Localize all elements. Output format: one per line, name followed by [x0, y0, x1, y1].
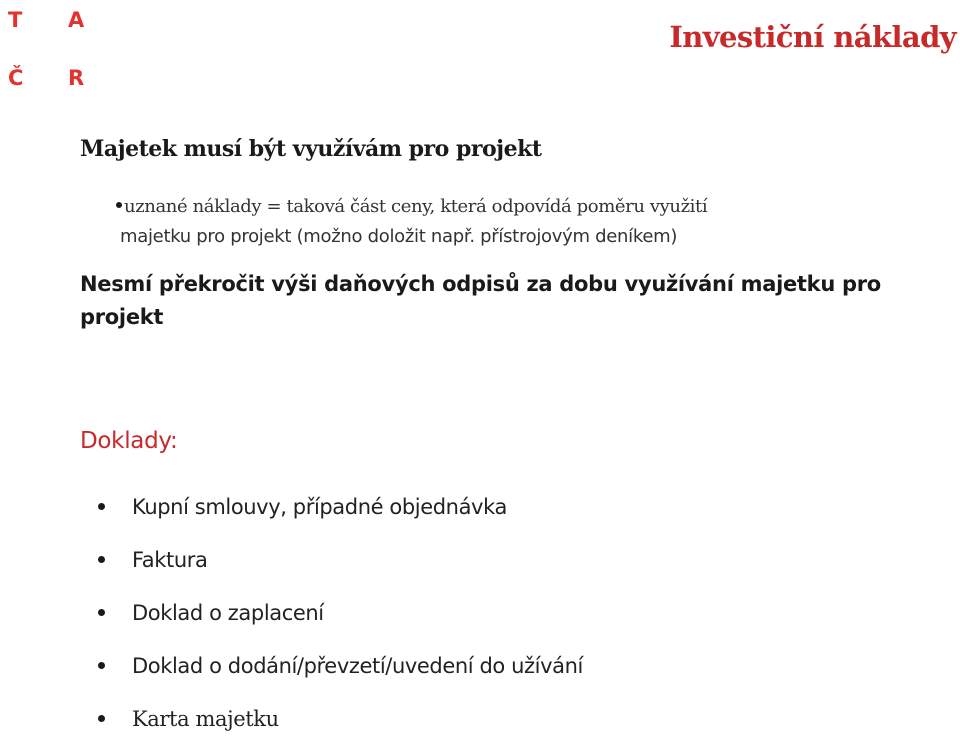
bullet-icon	[116, 202, 122, 208]
list-item-text: Kupní smlouvy, případné objednávka	[132, 494, 507, 519]
logo-letter-r: R	[68, 66, 85, 90]
documents-title: Doklady:	[80, 428, 178, 454]
usage-note	[116, 192, 896, 252]
section-heading-depreciation: Nesmí překročit výši daňových odpisů za dobu využívání majetku pro projekt	[80, 272, 881, 329]
list-item	[98, 480, 583, 533]
section-heading-usage: Majetek musí být využívám pro projekt	[80, 136, 542, 162]
list-item	[98, 586, 583, 639]
bullet-icon	[98, 503, 105, 510]
usage-note-line-2: majetku pro projekt (možno doložit např. přístrojovým deníkem)	[120, 226, 678, 247]
usage-note-line-1	[116, 192, 896, 222]
logo-letter-a: A	[68, 8, 85, 32]
list-item-text: Faktura	[132, 547, 208, 572]
list-item	[98, 533, 583, 586]
tacr-logo	[6, 4, 96, 94]
list-item	[98, 639, 583, 692]
bullet-icon	[98, 609, 105, 616]
list-item-text: Doklad o dodání/převzetí/uvedení do užívání	[132, 653, 583, 678]
documents-list	[98, 480, 583, 745]
bullet-icon	[98, 715, 105, 722]
list-item	[98, 692, 583, 745]
logo-letter-t: T	[8, 8, 23, 32]
list-item-text: Karta majetku	[132, 706, 279, 731]
logo-letter-c: Č	[8, 66, 24, 90]
bullet-icon	[98, 662, 105, 669]
usage-note-text-1: uznané náklady = taková část ceny, která odpovídá poměru využití	[124, 196, 708, 217]
slide-title: Investiční náklady	[669, 20, 956, 54]
list-item-text: Doklad o zaplacení	[132, 600, 324, 625]
bullet-icon	[98, 556, 105, 563]
